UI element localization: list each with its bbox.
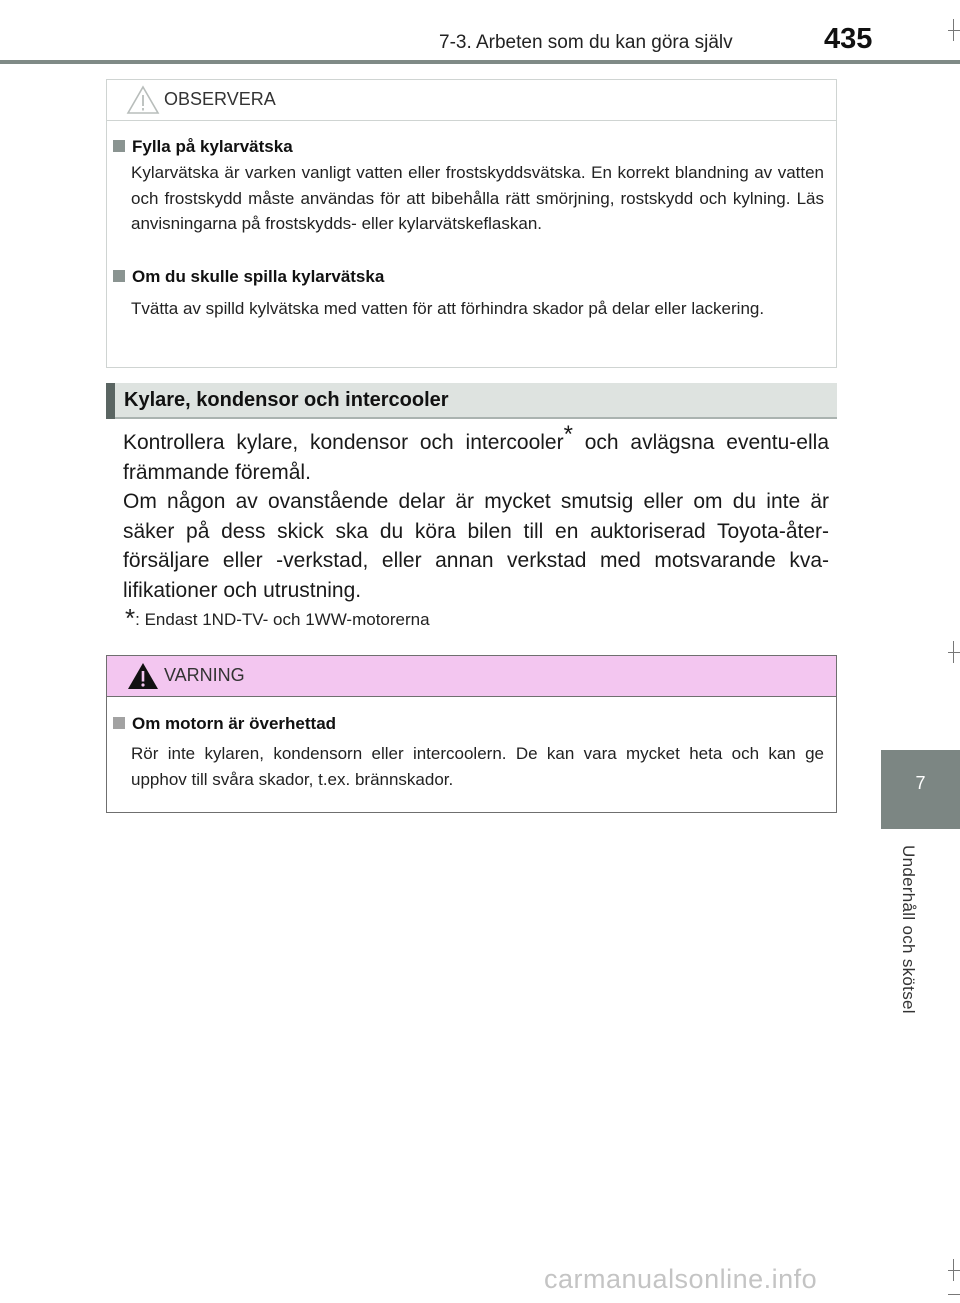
warning-icon	[126, 661, 160, 691]
warning-header	[107, 656, 836, 697]
page-number: 435	[824, 23, 873, 55]
footnote-marker: *	[563, 421, 573, 448]
notice-item-title: Om du skulle spilla kylarvätska	[132, 267, 385, 286]
chapter-tab	[881, 750, 960, 829]
notice-item-body: Kylarvätska är varken vanligt vatten eller frostskyddsvätska. En korrekt blandning av vatten och frostskydd måste användas för att bibehålla rätt smörjning, rostskydd och kylning. Läs anvisningarna på frostskydds- eller kylarvätskeflaskan.	[131, 163, 824, 233]
notice-header	[107, 80, 836, 121]
notice-item-body: Tvätta av spilld kylvätska med vatten för att förhindra skador på delar eller lackering.	[131, 299, 765, 318]
chapter-tab-number: 7	[915, 773, 926, 793]
footnote-marker: *	[125, 603, 136, 633]
bullet-square-icon	[113, 140, 125, 152]
warning-title: VARNING	[164, 665, 245, 685]
chapter-tab-label: Underhåll och skötsel	[899, 845, 918, 1014]
section-heading-bar	[106, 383, 115, 419]
chapter-title: 7-3. Arbeten som du kan göra själv	[439, 32, 733, 53]
section-heading	[106, 383, 837, 419]
body-paragraph: Kontrollera kylare, kondensor och intercooler* och avlägsna eventu-ella främmande föremål.	[123, 421, 829, 484]
section-body	[123, 421, 829, 605]
notice-title: OBSERVERA	[164, 89, 276, 109]
footnote	[125, 603, 430, 633]
section-title: Kylare, kondensor och intercooler	[124, 389, 449, 411]
body-paragraph: Om någon av ovanstående delar är mycket smutsig eller om du inte är säker på dess skick ska du köra bilen till en auktoriserad Toyota-åter-försäljare eller -verkstad, eller annan verkstad med motsvarande kva-lifikationer och utrustning.	[123, 490, 829, 602]
warning-box	[106, 655, 837, 813]
bullet-square-icon	[113, 717, 125, 729]
watermark: carmanualsonline.info	[544, 1264, 818, 1294]
footnote-text: : Endast 1ND-TV- och 1WW-motorerna	[135, 610, 430, 629]
notice-box	[106, 79, 837, 368]
bullet-square-icon	[113, 270, 125, 282]
header-rule	[0, 60, 960, 64]
warning-item-title: Om motorn är överhettad	[132, 714, 337, 733]
caution-outline-icon	[126, 85, 160, 115]
notice-item-title: Fylla på kylarvätska	[132, 137, 293, 156]
warning-item-body: Rör inte kylaren, kondensorn eller intercoolern. De kan vara mycket heta och kan ge upphov till svåra skador, t.ex. brännskador.	[131, 744, 824, 789]
